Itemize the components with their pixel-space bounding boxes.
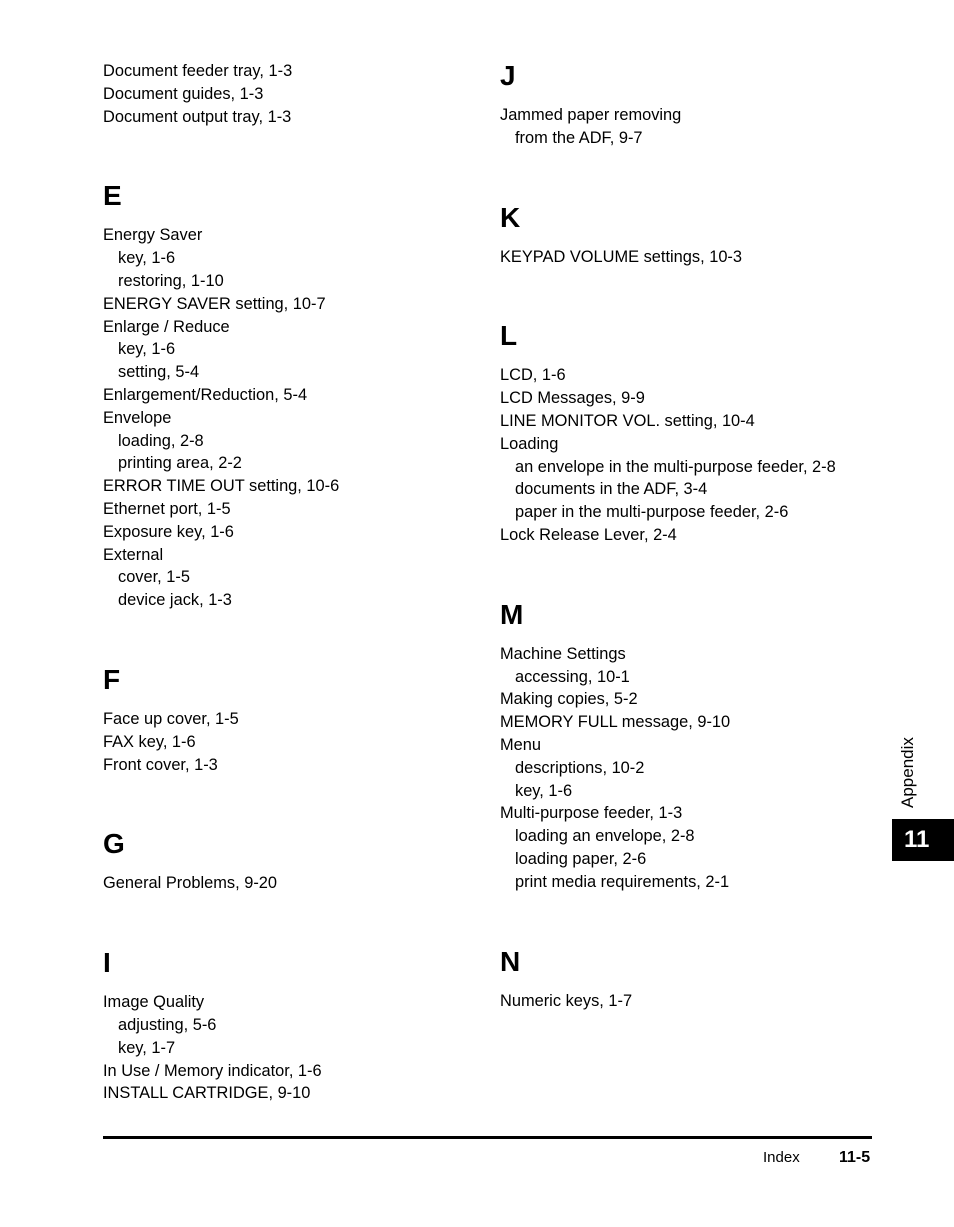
index-entry: INSTALL CARTRIDGE, 9-10 [103, 1084, 311, 1103]
index-section-m [500, 599, 880, 894]
index-column-right [500, 60, 880, 1012]
index-entry: Image Quality [103, 993, 205, 1012]
index-entry: Multi-purpose feeder, 1-3 [500, 804, 683, 823]
index-entry: Loading [500, 434, 559, 453]
index-entry: Numeric keys, 1-7 [500, 991, 633, 1010]
index-subentry: paper in the multi-purpose feeder, 2-6 [515, 503, 789, 522]
index-section-g [103, 828, 483, 895]
index-section [103, 60, 483, 128]
index-entry: LCD, 1-6 [500, 366, 566, 385]
index-subentry: from the ADF, 9-7 [515, 128, 643, 147]
index-subentry: accessing, 10-1 [515, 667, 630, 686]
index-subentry: restoring, 1-10 [118, 271, 224, 290]
index-letter-heading: M [500, 598, 524, 630]
index-letter-heading: J [500, 60, 516, 91]
index-subentry: loading an envelope, 2-8 [515, 827, 695, 846]
index-entry: Enlargement/Reduction, 5-4 [103, 385, 308, 404]
index-entry: KEYPAD VOLUME settings, 10-3 [500, 247, 743, 266]
index-subentry: loading, 2-8 [118, 431, 204, 450]
index-entry: Energy Saver [103, 226, 203, 245]
index-entry: Front cover, 1-3 [103, 755, 218, 774]
index-section-l [500, 320, 880, 546]
index-subentry: print media requirements, 2-1 [515, 872, 730, 891]
index-subentry: loading paper, 2-6 [515, 849, 647, 868]
index-entry: MEMORY FULL message, 9-10 [500, 713, 731, 732]
index-section-k [500, 202, 880, 269]
index-entry: Envelope [103, 408, 172, 427]
index-section-n [500, 946, 880, 1013]
index-entry: Exposure key, 1-6 [103, 522, 234, 541]
index-subentry: key, 1-6 [118, 340, 176, 359]
index-entry: Machine Settings [500, 644, 626, 663]
index-subentry: adjusting, 5-6 [118, 1015, 217, 1034]
index-entry: Menu [500, 735, 542, 754]
index-entry: ENERGY SAVER setting, 10-7 [103, 294, 326, 313]
index-subentry: descriptions, 10-2 [515, 758, 645, 777]
index-subentry: documents in the ADF, 3-4 [515, 480, 708, 499]
index-subentry: key, 1-6 [118, 249, 176, 268]
index-subentry: key, 1-7 [118, 1038, 176, 1057]
index-entry: In Use / Memory indicator, 1-6 [103, 1061, 322, 1080]
index-letter-heading: E [103, 180, 122, 212]
index-subentry: setting, 5-4 [118, 363, 200, 382]
index-letter-heading: K [500, 201, 521, 233]
index-entry: Making copies, 5-2 [500, 690, 638, 709]
index-entry: Document feeder tray, 1-3 [103, 62, 293, 80]
index-entry: Face up cover, 1-5 [103, 709, 239, 728]
index-subentry: cover, 1-5 [118, 568, 190, 587]
index-entry: Jammed paper removing [500, 106, 682, 124]
index-subentry: an envelope in the multi-purpose feeder, 2-8 [515, 457, 836, 476]
index-entry: Document guides, 1-3 [103, 84, 264, 103]
chapter-tab-number: 11 [892, 819, 954, 861]
index-entry: External [103, 545, 164, 564]
index-entry: LINE MONITOR VOL. setting, 10-4 [500, 411, 755, 430]
index-section-i [103, 947, 483, 1105]
index-entry: FAX key, 1-6 [103, 732, 196, 751]
index-letter-heading: L [500, 320, 518, 352]
index-subentry: device jack, 1-3 [118, 591, 232, 610]
index-letter-heading: N [500, 945, 521, 977]
index-entry: Ethernet port, 1-5 [103, 499, 231, 518]
footer-rule [103, 1136, 872, 1139]
index-section-j [500, 60, 880, 150]
index-entry: Enlarge / Reduce [103, 317, 230, 336]
footer-page-number: 11-5 [839, 1149, 871, 1166]
index-entry: LCD Messages, 9-9 [500, 389, 645, 408]
index-section-f [103, 664, 483, 776]
index-entry: Document output tray, 1-3 [103, 107, 292, 126]
index-subentry: key, 1-6 [515, 781, 573, 800]
footer-section-label: Index [763, 1149, 800, 1166]
index-letter-heading: G [103, 828, 125, 860]
index-letter-heading: F [103, 663, 121, 695]
index-letter-heading: I [103, 947, 111, 979]
index-entry: Lock Release Lever, 2-4 [500, 525, 677, 544]
index-subentry: printing area, 2-2 [118, 454, 242, 473]
index-entry: General Problems, 9-20 [103, 874, 278, 893]
index-column-left [103, 60, 483, 1105]
index-section-e [103, 180, 483, 612]
chapter-tab-label: Appendix [898, 737, 917, 808]
index-entry: ERROR TIME OUT setting, 10-6 [103, 477, 340, 496]
